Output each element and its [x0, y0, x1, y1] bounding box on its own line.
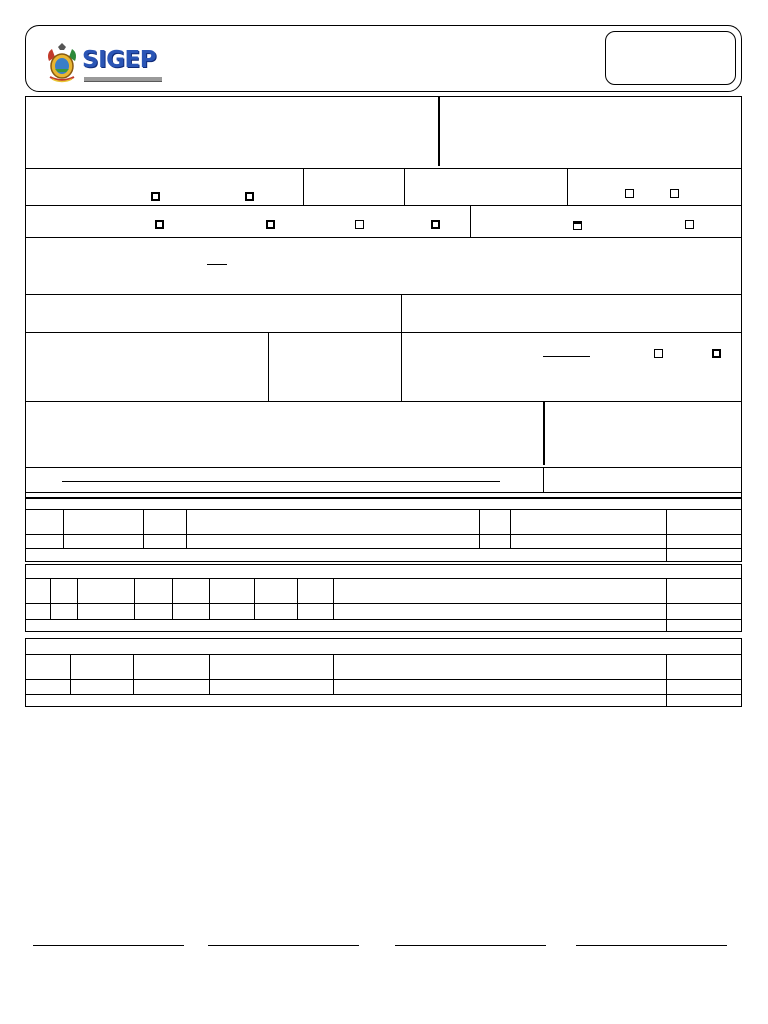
table-1-row-line — [25, 534, 742, 535]
table-1-frame — [25, 498, 742, 562]
t1-col-3 — [186, 509, 187, 548]
t3-col-5 — [666, 654, 667, 706]
table-1-total-line — [25, 548, 742, 549]
signature-line-2 — [208, 945, 359, 946]
t3-col-1 — [70, 654, 71, 694]
row4-bottom — [25, 294, 742, 295]
t1-col-2 — [143, 509, 144, 548]
checkbox-r3-b[interactable] — [266, 220, 275, 229]
row3-bottom — [25, 237, 742, 238]
row1-bottom — [25, 168, 742, 169]
checkbox-r6-a[interactable] — [654, 349, 663, 358]
t2-col-7 — [297, 578, 298, 619]
t1-col-4 — [479, 509, 480, 548]
t1-col-5 — [510, 509, 511, 548]
row6-underline — [543, 356, 590, 357]
row3-divider — [470, 205, 471, 237]
t2-col-6 — [254, 578, 255, 619]
checkbox-r3-a[interactable] — [155, 220, 164, 229]
row7-bottom — [25, 467, 742, 468]
row6-bottom — [25, 401, 742, 402]
t3-col-4 — [333, 654, 334, 694]
row6-divider-1 — [268, 332, 269, 401]
bolivia-coat-of-arms-icon — [44, 43, 80, 83]
t1-col-6 — [666, 509, 667, 561]
row2-divider-3 — [567, 168, 568, 205]
checkbox-r3-f[interactable] — [685, 220, 694, 229]
row5-bottom — [25, 332, 742, 333]
short-underline — [207, 264, 227, 265]
table-1-header-line — [25, 509, 742, 510]
row8-bottom — [25, 492, 742, 493]
checkbox-r2-a[interactable] — [151, 192, 160, 201]
signature-line-1 — [33, 945, 184, 946]
checkbox-r6-b[interactable] — [712, 349, 721, 358]
main-form-frame — [25, 96, 742, 498]
t2-col-1 — [50, 578, 51, 619]
folio-box — [605, 31, 736, 85]
checkbox-r2-d[interactable] — [670, 189, 679, 198]
signature-line-4 — [576, 945, 727, 946]
signature-line-3 — [395, 945, 546, 946]
table-2-total-line — [25, 619, 742, 620]
row6-divider-2 — [401, 332, 402, 401]
row2-bottom — [25, 205, 742, 206]
t2-col-5 — [209, 578, 210, 619]
t2-col-4 — [172, 578, 173, 619]
table-2-frame — [25, 564, 742, 632]
sigep-wordmark: SIGEP — [82, 47, 157, 73]
checkbox-r3-e[interactable] — [573, 221, 582, 230]
checkbox-r2-c[interactable] — [625, 189, 634, 198]
row1-divider — [438, 97, 440, 166]
t3-col-2 — [133, 654, 134, 694]
t2-col-9 — [666, 578, 667, 631]
row8-divider — [543, 467, 544, 492]
table-3-total-line — [25, 694, 742, 695]
sigep-logo — [44, 47, 174, 89]
logo-underline — [84, 77, 162, 82]
t1-col-1 — [63, 509, 64, 548]
row5-divider — [401, 294, 402, 332]
t2-col-2 — [77, 578, 78, 619]
table-2-row-line — [25, 603, 742, 604]
t3-col-3 — [209, 654, 210, 694]
table-3-row-line — [25, 679, 742, 680]
checkbox-r2-b[interactable] — [245, 192, 254, 201]
checkbox-r3-d[interactable] — [431, 220, 440, 229]
row2-divider-2 — [404, 168, 405, 205]
t2-col-8 — [333, 578, 334, 619]
table-2-header-line — [25, 578, 742, 579]
row8-underline — [62, 481, 500, 482]
row2-divider-1 — [303, 168, 304, 205]
checkbox-r3-c[interactable] — [355, 220, 364, 229]
t2-col-3 — [134, 578, 135, 619]
row7-divider — [543, 401, 545, 465]
